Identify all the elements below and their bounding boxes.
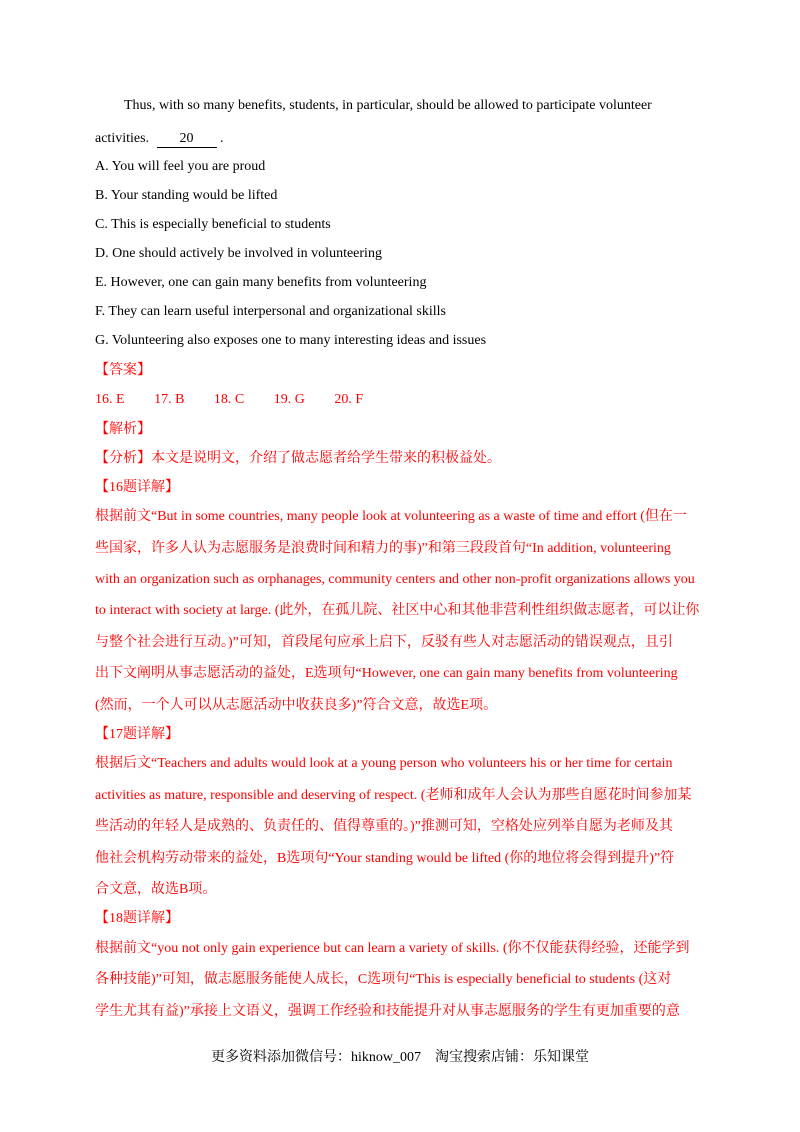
answer-18: 18. C bbox=[213, 392, 245, 407]
q16-line: 根据前文“But in some countries, many people look at volunteering as a waste of time and effort (但在一 bbox=[95, 509, 687, 524]
q16-line: to interact with society at large. (此外，在孤儿院、社区中心和其他非营利性组织做志愿者，可以让你 bbox=[95, 603, 700, 618]
answer-16: 16. E bbox=[95, 392, 125, 407]
q16-line: 与整个社会进行互动。)”可知，首段尾句应承上启下，反驳有些人对志愿活动的错误观点，且引 bbox=[95, 635, 673, 650]
page-footer: 更多资料添加微信号：hiknow_007 淘宝搜索店铺：乐知课堂 bbox=[211, 1050, 589, 1065]
option-e: E. However, one can gain many benefits from volunteering bbox=[95, 275, 427, 290]
option-a: A. You will feel you are proud bbox=[95, 159, 266, 174]
q18-line: 各种技能)”可知，做志愿服务能使人成长，C选项句“This is especially beneficial to students (这对 bbox=[95, 972, 672, 987]
option-c: C. This is especially beneficial to students bbox=[95, 217, 331, 232]
answer-17: 17. B bbox=[154, 392, 185, 407]
question-line-2-text: activities. bbox=[95, 131, 150, 146]
question-line-1: Thus, with so many benefits, students, in particular, should be allowed to participate volunteer bbox=[124, 98, 652, 113]
q16-line: with an organization such as orphanages, community centers and other non-profit organizations allows you bbox=[95, 572, 695, 587]
q16-line: 出下文阐明从事志愿活动的益处，E选项句“However, one can gain many benefits from volunteering bbox=[95, 666, 678, 681]
q16-line: (然而，一个人可以从志愿活动中收获良多)”符合文意，故选E项。 bbox=[95, 698, 498, 713]
question-line-2 bbox=[95, 129, 224, 149]
q18-line: 学生尤其有益)”承接上文语义，强调工作经验和技能提升对从事志愿服务的学生有更加重要的意 bbox=[95, 1004, 680, 1019]
answer-19: 19. G bbox=[273, 392, 305, 407]
q16-heading: 【16题详解】 bbox=[95, 480, 179, 495]
q18-line: 根据前文“you not only gain experience but can learn a variety of skills. (你不仅能获得经验，还能学到 bbox=[95, 941, 690, 956]
q17-line: 合文意，故选B项。 bbox=[95, 882, 217, 897]
answer-blank-20: 20 bbox=[157, 131, 217, 148]
q17-heading: 【17题详解】 bbox=[95, 727, 179, 742]
option-b: B. Your standing would be lifted bbox=[95, 188, 278, 203]
q17-line: activities as mature, responsible and deserving of respect. (老师和成年人会认为那些自愿花时间参加某 bbox=[95, 788, 692, 803]
q17-line: 他社会机构劳动带来的益处，B选项句“Your standing would be lifted (你的地位将会得到提升)”符 bbox=[95, 851, 675, 866]
q18-heading: 【18题详解】 bbox=[95, 911, 179, 926]
analysis-summary: 【分析】本文是说明文，介绍了做志愿者给学生带来的积极益处。 bbox=[95, 451, 501, 466]
question-line-2-end: . bbox=[220, 131, 224, 146]
q17-line: 些活动的年轻人是成熟的、负责任的、值得尊重的。)”推测可知，空格处应列举自愿为老师及其 bbox=[95, 819, 673, 834]
option-g: G. Volunteering also exposes one to many interesting ideas and issues bbox=[95, 333, 487, 348]
q17-line: 根据后文“Teachers and adults would look at a young person who volunteers his or her time for certain bbox=[95, 756, 673, 771]
analysis-heading: 【解析】 bbox=[95, 422, 151, 437]
option-f: F. They can learn useful interpersonal and organizational skills bbox=[95, 304, 446, 319]
answer-heading: 【答案】 bbox=[95, 363, 151, 378]
answer-list bbox=[95, 390, 389, 410]
q16-line: 些国家，许多人认为志愿服务是浪费时间和精力的事)”和第三段段首句“In addition, volunteering bbox=[95, 541, 671, 556]
option-d: D. One should actively be involved in volunteering bbox=[95, 246, 382, 261]
answer-20: 20. F bbox=[334, 392, 364, 407]
